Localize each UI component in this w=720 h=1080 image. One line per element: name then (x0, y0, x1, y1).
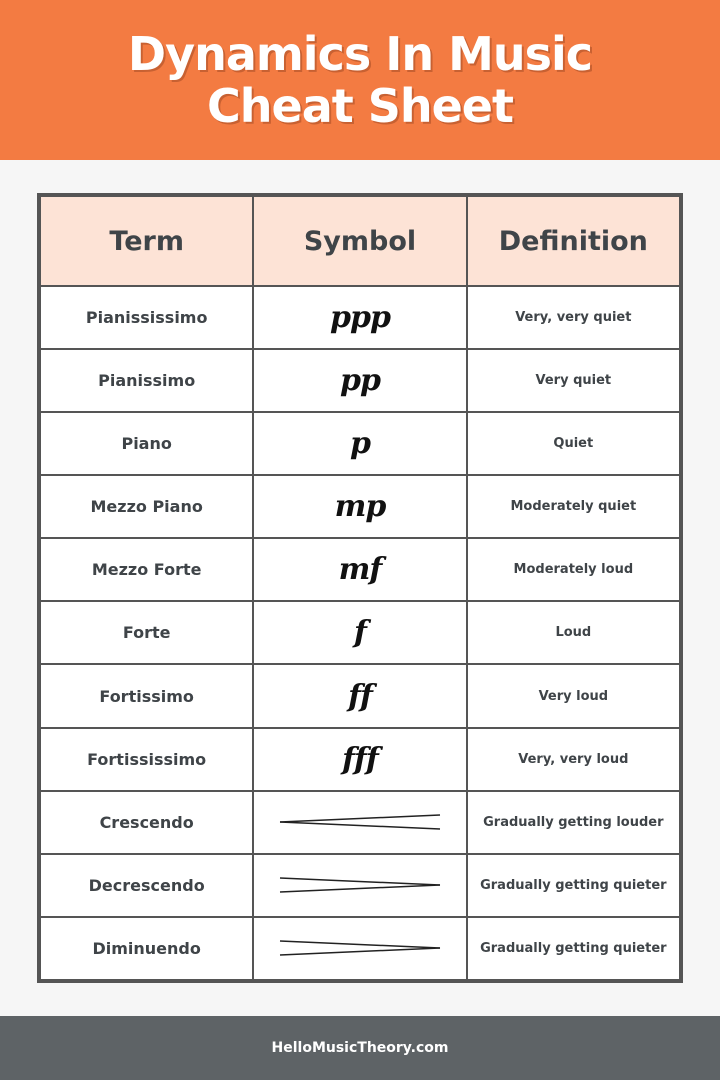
term-cell: Crescendo (40, 791, 253, 854)
header-definition: Definition (467, 196, 680, 286)
header-banner (0, 0, 720, 160)
definition-cell: Gradually getting quieter (467, 854, 680, 917)
decrescendo-hairpin-icon (278, 875, 442, 895)
definition-cell: Quiet (467, 412, 680, 475)
definition-cell: Very quiet (467, 349, 680, 412)
symbol-cell: ff (253, 664, 466, 727)
page-title-line-2: Cheat Sheet (206, 79, 513, 133)
definition-cell: Gradually getting quieter (467, 917, 680, 980)
symbol-cell (253, 791, 466, 854)
definition-cell: Loud (467, 601, 680, 664)
term-cell: Mezzo Forte (40, 538, 253, 601)
definition-cell: Very, very quiet (467, 286, 680, 349)
term-cell: Mezzo Piano (40, 475, 253, 538)
term-cell: Piano (40, 412, 253, 475)
symbol-cell (253, 917, 466, 980)
footer-site-link: HelloMusicTheory.com (271, 1040, 449, 1056)
crescendo-hairpin-icon (278, 812, 442, 832)
dynamics-table (39, 195, 681, 981)
table-header-row (40, 196, 680, 286)
header-symbol: Symbol (253, 196, 466, 286)
definition-cell: Very, very loud (467, 728, 680, 791)
symbol-cell: mf (253, 538, 466, 601)
term-cell: Pianissimo (40, 349, 253, 412)
symbol-cell: ppp (253, 286, 466, 349)
table-row (40, 349, 680, 412)
table-row (40, 664, 680, 727)
symbol-cell: fff (253, 728, 466, 791)
definition-cell: Moderately quiet (467, 475, 680, 538)
table-row (40, 475, 680, 538)
definition-cell: Gradually getting louder (467, 791, 680, 854)
symbol-cell: mp (253, 475, 466, 538)
table-row (40, 538, 680, 601)
symbol-cell: pp (253, 349, 466, 412)
definition-cell: Moderately loud (467, 538, 680, 601)
table-row (40, 854, 680, 917)
header-term: Term (40, 196, 253, 286)
table-row (40, 791, 680, 854)
term-cell: Fortissimo (40, 664, 253, 727)
definition-cell: Very loud (467, 664, 680, 727)
dynamics-table-container (37, 193, 683, 983)
page-title-line-1: Dynamics In Music (127, 27, 593, 81)
symbol-cell: p (253, 412, 466, 475)
term-cell: Decrescendo (40, 854, 253, 917)
term-cell: Pianississimo (40, 286, 253, 349)
table-row (40, 412, 680, 475)
symbol-cell: f (253, 601, 466, 664)
table-row (40, 601, 680, 664)
decrescendo-hairpin-icon (278, 938, 442, 958)
table-row (40, 728, 680, 791)
table-row (40, 286, 680, 349)
footer-bar (0, 1016, 720, 1080)
term-cell: Diminuendo (40, 917, 253, 980)
term-cell: Forte (40, 601, 253, 664)
term-cell: Fortississimo (40, 728, 253, 791)
symbol-cell (253, 854, 466, 917)
table-row (40, 917, 680, 980)
